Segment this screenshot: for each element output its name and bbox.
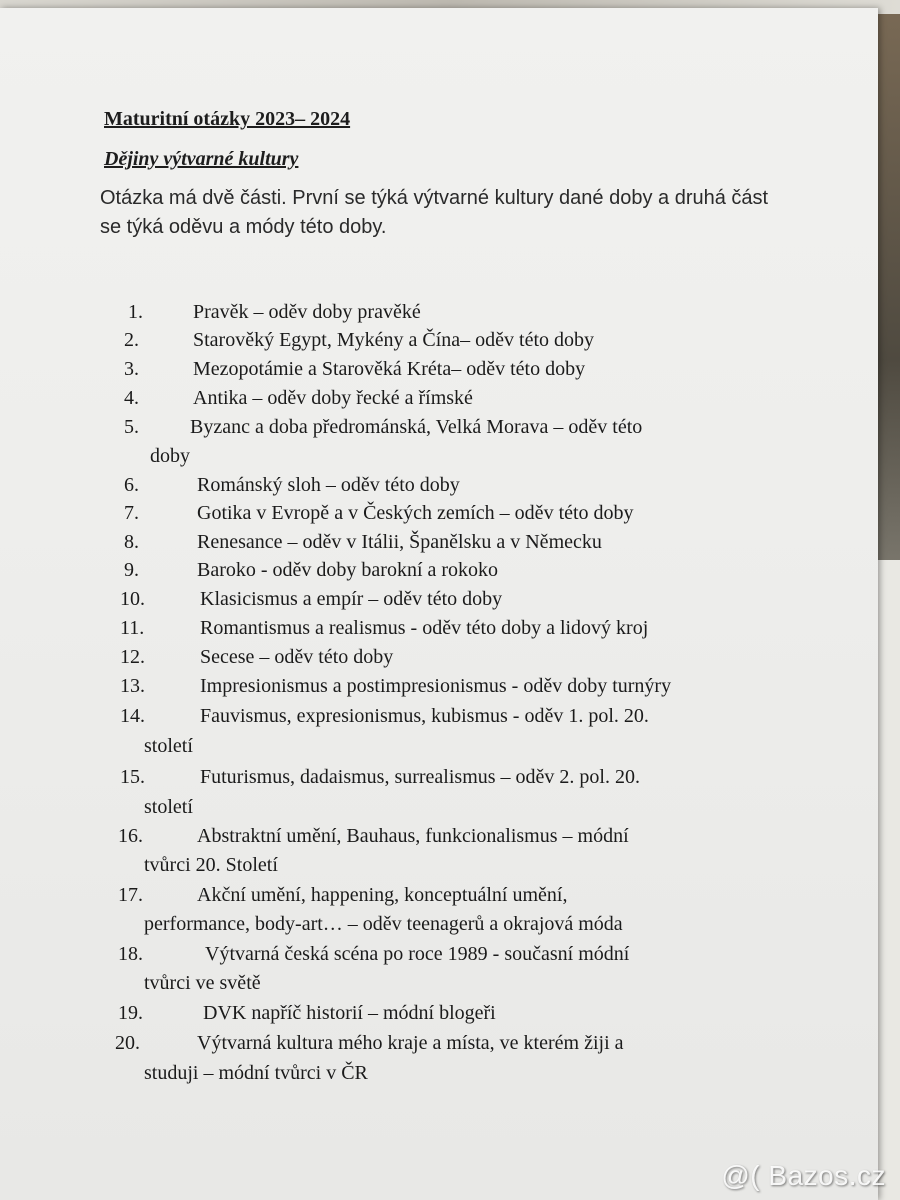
question-text-continued: tvůrci 20. Století — [144, 854, 278, 876]
question-number: 9. — [124, 559, 139, 581]
paper-page — [0, 8, 878, 1200]
intro-paragraph: Otázka má dvě části. První se týká výtvarné kultury dané doby a druhá část se týká oděvu a módy této doby. — [100, 187, 769, 238]
question-text: Abstraktní umění, Bauhaus, funkcionalismus – módní — [197, 825, 629, 847]
question-text-continued: století — [144, 796, 193, 818]
question-text-continued: performance, body-art… – oděv teenagerů a okrajová móda — [144, 913, 623, 935]
page-subtitle: Dějiny výtvarné kultury — [104, 148, 299, 170]
question-number: 14. — [120, 705, 145, 727]
question-number: 1. — [128, 301, 143, 323]
question-text: Impresionismus a postimpresionismus - oděv doby turnýry — [200, 675, 672, 697]
question-text: Akční umění, happening, konceptuální umění, — [197, 884, 568, 906]
question-text-continued: tvůrci ve světě — [144, 972, 261, 994]
question-number: 5. — [124, 416, 139, 438]
question-text-continued: století — [144, 735, 193, 757]
question-number: 3. — [124, 358, 139, 380]
question-text: Secese – oděv této doby — [200, 646, 394, 668]
bazos-watermark: @( Bazos.cz — [721, 1160, 886, 1191]
question-text: DVK napříč historií – módní blogeři — [203, 1002, 496, 1024]
question-number: 10. — [120, 588, 145, 610]
question-number: 18. — [118, 943, 143, 965]
question-number: 19. — [118, 1002, 143, 1024]
question-text: Klasicismus a empír – oděv této doby — [200, 588, 503, 610]
question-text: Starověký Egypt, Mykény a Čína– oděv této doby — [193, 329, 595, 351]
question-text: Pravěk – oděv doby pravěké — [193, 301, 421, 323]
question-text: Výtvarná kultura mého kraje a místa, ve kterém žiji a — [197, 1032, 624, 1054]
question-text: Futurismus, dadaismus, surrealismus – oděv 2. pol. 20. — [200, 766, 640, 788]
question-number: 6. — [124, 474, 139, 496]
question-text: Romantismus a realismus - oděv této doby a lidový kroj — [200, 617, 649, 639]
question-number: 7. — [124, 502, 139, 524]
question-number: 20. — [115, 1032, 140, 1054]
page-title: Maturitní otázky 2023– 2024 — [104, 108, 351, 130]
question-number: 8. — [124, 531, 139, 553]
question-number: 17. — [118, 884, 143, 906]
question-text: Renesance – oděv v Itálii, Španělsku a v Německu — [197, 531, 602, 553]
question-text-continued: doby — [150, 445, 190, 467]
question-number: 16. — [118, 825, 143, 847]
question-number: 11. — [120, 617, 145, 639]
question-text-continued: studuji – módní tvůrci v ČR — [144, 1062, 368, 1084]
question-text: Byzanc a doba předrománská, Velká Morava – oděv této — [190, 416, 643, 438]
question-text: Výtvarná česká scéna po roce 1989 - současní módní — [205, 943, 630, 965]
question-text: Gotika v Evropě a v Českých zemích – oděv této doby — [197, 502, 634, 524]
question-text: Fauvismus, expresionismus, kubismus - oděv 1. pol. 20. — [200, 705, 649, 727]
question-text: Baroko - oděv doby barokní a rokoko — [197, 559, 499, 581]
question-number: 13. — [120, 675, 145, 697]
question-text: Mezopotámie a Starověká Kréta– oděv této doby — [193, 358, 586, 380]
question-text: Antika – oděv doby řecké a římské — [193, 387, 473, 409]
question-number: 12. — [120, 646, 145, 668]
question-text: Románský sloh – oděv této doby — [197, 474, 460, 496]
question-number: 15. — [120, 766, 145, 788]
question-number: 4. — [124, 387, 139, 409]
question-number: 2. — [124, 329, 139, 351]
